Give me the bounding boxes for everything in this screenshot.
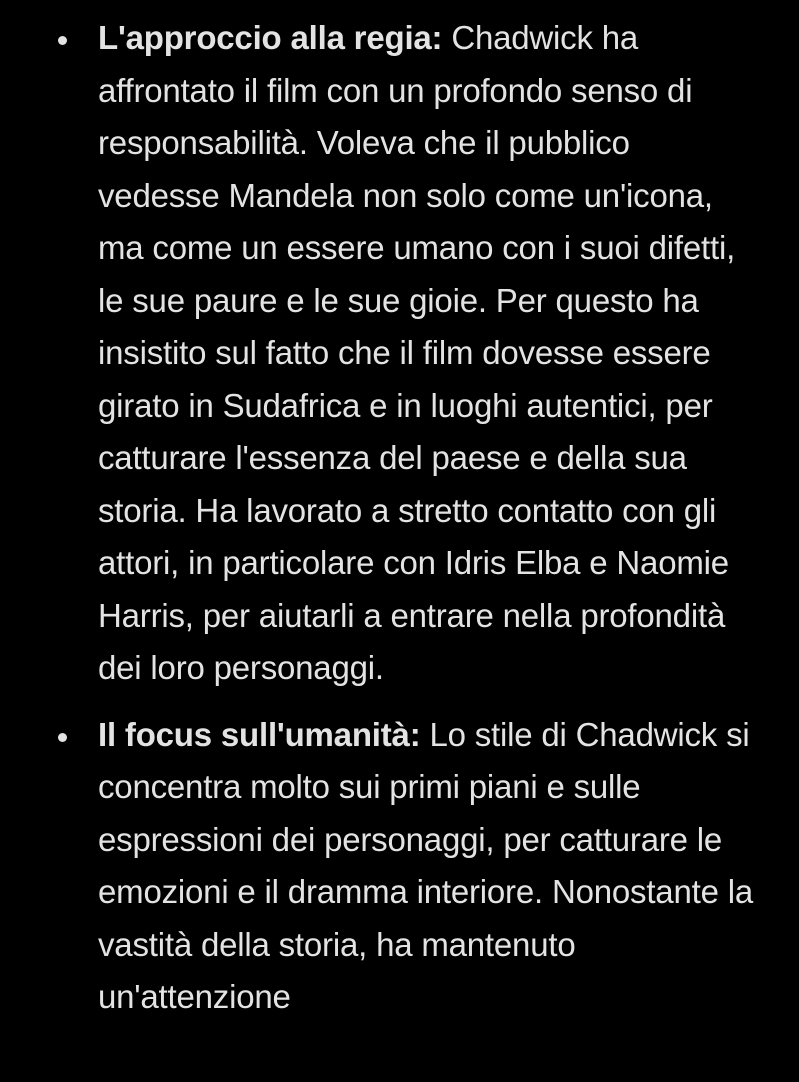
item-title: L'approccio alla regia: [98, 19, 443, 56]
item-paragraph [98, 709, 759, 1024]
item-body: Lo stile di Chadwick si concentra molto sui primi piani e sulle espressioni dei personaggi, per catturare le emozioni e il dramma interiore. Nonostante la vastità della storia, ha mantenuto un'attenzione [98, 715, 753, 1015]
list-item [0, 695, 799, 1024]
bullet-dot-icon [58, 36, 67, 45]
bullet-dot-icon [58, 733, 67, 742]
item-body: Chadwick ha affrontato il film con un profondo senso di responsabilità. Voleva che il pubblico vedesse Mandela non solo come un'icona, ma come un essere umano con i suoi difetti, le sue paure e le sue gioie. Per questo ha insistito sul fatto che il film dovesse essere girato in Sudafrica e in luoghi autentici, per catturare l'essenza del paese e della sua storia. Ha lavorato a stretto contatto con gli attori, in particolare con Idris Elba e Naomie Harris, per aiutarli a entrare nella profondità dei loro personaggi. [98, 19, 736, 686]
item-paragraph [98, 12, 759, 695]
item-title: Il focus sull'umanità: [98, 715, 421, 753]
